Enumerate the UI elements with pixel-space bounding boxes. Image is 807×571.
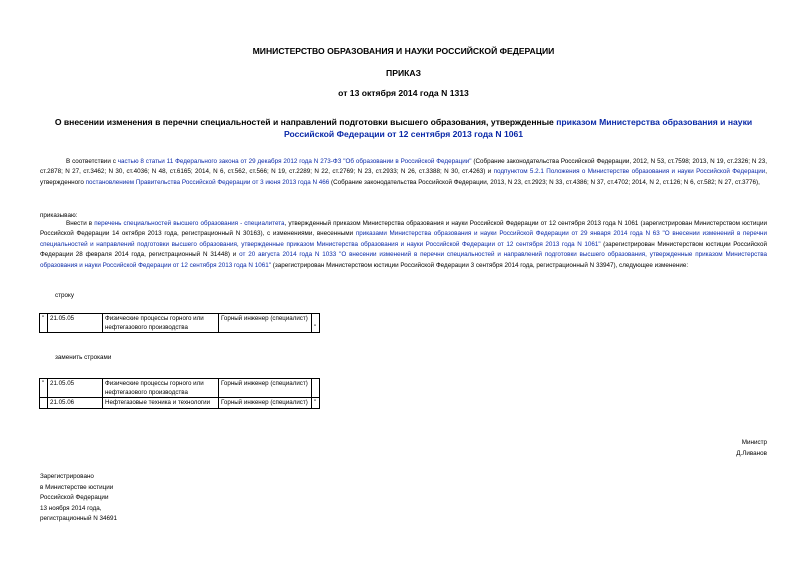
registration-line: в Министерстве юстиции: [40, 483, 114, 491]
minister-signature: [700, 438, 767, 459]
cell-qualification: Горный инженер (специалист): [219, 398, 312, 408]
order-1033-link[interactable]: от 20 августа 2014 года N 1033 "О внесении изменений в перечни специальностей и направлений подготовки высшего образования, утвержденные приказом Министерства образования и науки Российской Федерации от 12 сентября 2013 года N 1061": [40, 251, 767, 269]
cell-quote-left: [40, 398, 48, 408]
table-row: [40, 314, 320, 333]
regulation-5-2-1-link[interactable]: подпунктом 5.2.1 Положения о Министерстве образования и науки Российской Федерации: [493, 168, 766, 176]
order-63-link[interactable]: приказами Министерства образования и науки Российской Федерации от 29 января 2014 года N 63 "О внесении изменений в перечни специальностей и направлений подготовки высшего образования, утвержденные приказом Министерства образования и науки Российской Федерации от 12 сентября 2013 года N 1061": [40, 230, 767, 248]
label-stroku: строку: [55, 292, 75, 299]
table-old-row: [39, 313, 320, 333]
signature-position: Министр: [741, 439, 767, 446]
specialty-list-link[interactable]: перечень специальностей высшего образования - специалитета: [94, 220, 285, 227]
para1-text-4: (Собрание законодательства Российской Федерации, 2013, N 23, ст.2923; N 33, ст.4386; N 37, ст.4702; 2014, N 2, ст.126; N 6, ст.582; N 27, ст.3776),: [329, 178, 760, 186]
document-title: [40, 117, 767, 140]
para2-text-4: (зарегистрирован Министерством юстиции Российской Федерации 3 сентября 2014 года, регистрационный N 33947), следующее изменение:: [270, 261, 689, 269]
title-text: О внесении изменения в перечни специальностей и направлений подготовки высшего образования, утвержденные: [54, 117, 557, 127]
cell-quote-left: ": [40, 379, 48, 398]
doc-type-heading: ПРИКАЗ: [386, 68, 421, 78]
registration-block: [40, 472, 240, 525]
cell-qualification: Горный инженер (специалист): [219, 314, 312, 333]
table-row: [40, 398, 320, 408]
ministry-heading: МИНИСТЕРСТВО ОБРАЗОВАНИЯ И НАУКИ РОССИЙСКОЙ ФЕДЕРАЦИИ: [252, 46, 555, 56]
paragraph-amendment: [40, 219, 767, 271]
prikazyvayu-label: приказываю:: [40, 212, 78, 219]
cell-quote-right: ": [312, 314, 320, 333]
para1-text-1: В соответствии с: [66, 158, 118, 165]
law-273-link[interactable]: частью 8 статьи 11 Федерального закона от 29 декабря 2012 года N 273-ФЗ "Об образовании в Российской Федерации": [117, 158, 472, 165]
cell-specialty-name: Нефтегазовые техника и технологии: [103, 398, 219, 408]
title-link[interactable]: приказом Министерства образования и науки Российской Федерации от 12 сентября 2013 года N 1061: [283, 117, 753, 139]
label-zamenit-strokami: заменить строками: [55, 354, 112, 361]
para2-text-1: Внести в: [66, 220, 95, 227]
para2-text-2: , утвержденный приказом Министерства образования и науки Российской Федерации от 12 сентября 2013 года N 1061 (зарегистрирован Министерством юстиции Российской Федерации 14 октября 2013 года, регистрационный N 30163), с изменениями, внесенными: [40, 220, 767, 238]
cell-quote-left: ": [40, 314, 48, 333]
cell-specialty-name: Физические процессы горного или нефтегазового производства: [103, 314, 219, 333]
registration-line: регистрационный N 34691: [40, 515, 118, 522]
cell-quote-right: [312, 379, 320, 398]
cell-code: 21.05.05: [48, 379, 103, 398]
para2-text-3: (зарегистрирован Министерством юстиции Российской Федерации 28 февраля 2014 года, регистрационный N 31448) и: [40, 240, 767, 259]
table-new-rows: [39, 378, 320, 409]
cell-qualification: Горный инженер (специалист): [219, 379, 312, 398]
signature-name: Д.Ливанов: [736, 449, 767, 457]
doc-date-number: от 13 октября 2014 года N 1313: [338, 88, 469, 98]
government-decree-466-link[interactable]: постановлением Правительства Российской Федерации от 3 июня 2013 года N 466: [85, 178, 330, 186]
para1-text-3: , утвержденного: [40, 168, 767, 186]
cell-specialty-name: Физические процессы горного или нефтегазового производства: [103, 379, 219, 398]
paragraph-basis: [40, 157, 767, 188]
table-row: [40, 379, 320, 398]
cell-code: 21.05.06: [48, 398, 103, 408]
cell-code: 21.05.05: [48, 314, 103, 333]
para1-text-2: (Собрание законодательства Российской Федерации, 2012, N 53, ст.7598; 2013, N 19, ст.2326; N 23, ст.2878; N 27, ст.3462; N 30, ст.4036; N 48, ст.6165; 2014, N 6, ст.562, ст.566; N 19, ст.2289; N 22, ст.2769; N 23, ст.2933; N 26, ст.3388; N 30, ст.4263) и: [40, 158, 768, 176]
cell-quote-right: ": [312, 398, 320, 408]
registration-line: Российской Федерации: [40, 494, 109, 501]
registration-line: 13 ноября 2014 года,: [40, 504, 102, 512]
registration-line: Зарегистрировано: [40, 473, 94, 480]
